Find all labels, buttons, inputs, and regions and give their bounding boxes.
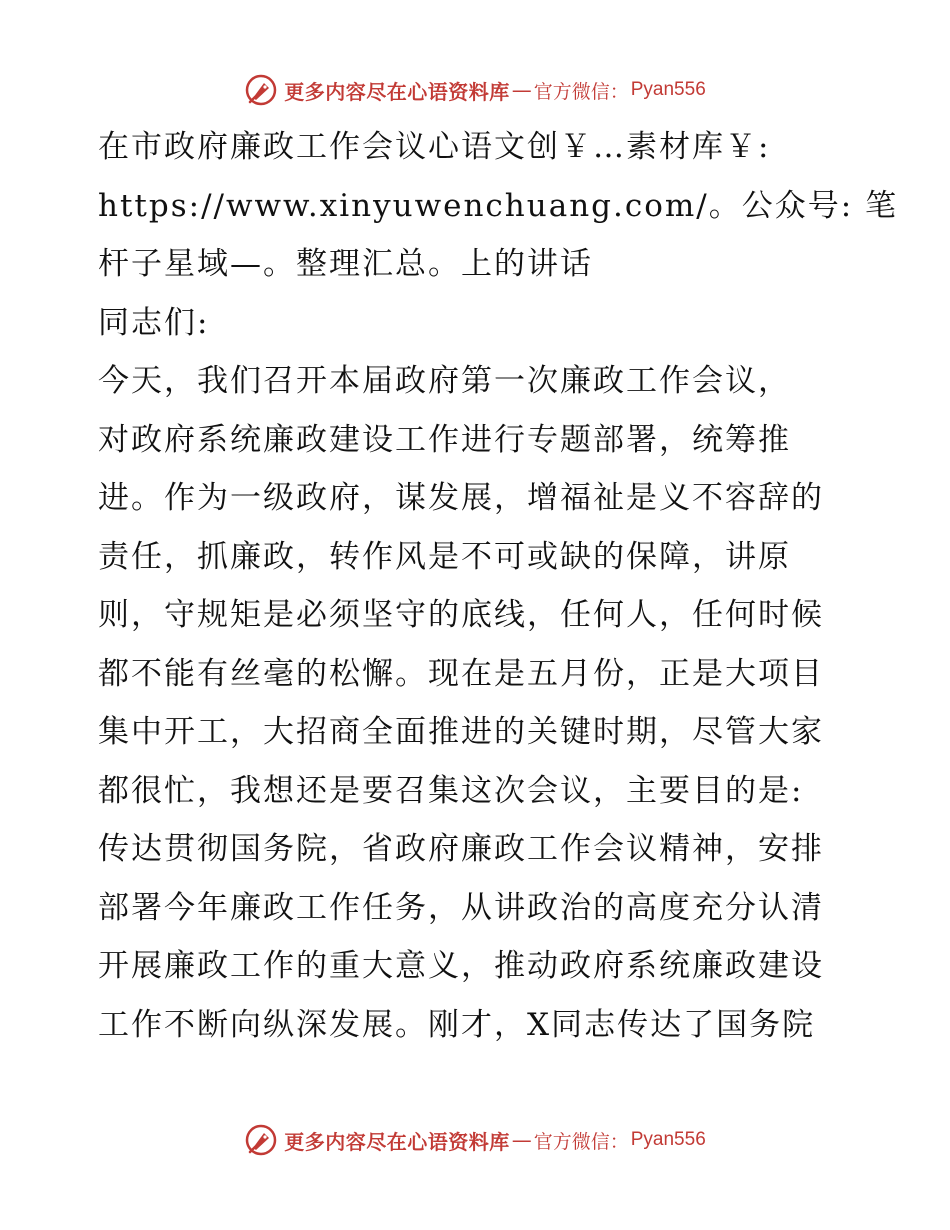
body-line: 部署今年廉政工作任务，从讲政治的高度充分认清 — [98, 889, 824, 926]
banner-main-text: 更多内容尽在心语资料库 — [284, 1129, 510, 1154]
banner-wechat-id: Pyan556 — [630, 79, 706, 100]
body-line: 对政府系统廉政建设工作进行专题部署，统筹推 — [98, 421, 791, 458]
body-line: 开展廉政工作的重大意义，推动政府系统廉政建设 — [98, 948, 824, 984]
pen-nib-logo-icon — [244, 1123, 278, 1157]
body-line: 则，守规矩是必须坚守的底线，任何人，任何时候 — [98, 597, 824, 633]
body-paragraph — [98, 352, 858, 1054]
body-line: 都很忙，我想还是要召集这次会议，主要目的是: — [98, 772, 804, 809]
salutation: 同志们: — [98, 304, 210, 341]
body-line: 进。作为一级政府，谋发展，增福祉是义不容辞的 — [98, 480, 824, 516]
banner-official-text: 官方微信： — [533, 80, 629, 103]
pen-nib-logo-icon — [244, 73, 278, 107]
title-line: 在市政府廉政工作会议心语文创￥…素材库￥: — [98, 129, 771, 165]
title-line: https://www.xinyuwenchuang.com/。公众号: 笔 — [98, 187, 899, 224]
document-body — [98, 118, 899, 1054]
body-line: 传达贯彻国务院，省政府廉政工作会议精神，安排 — [98, 831, 824, 867]
body-line: 工作不断向纵深发展。刚才，X同志传达了国务院 — [98, 1006, 816, 1043]
header-banner — [0, 70, 950, 110]
footer-banner — [0, 1120, 950, 1160]
banner-dash: — — [511, 78, 532, 102]
body-line: 责任，抓廉政，转作风是不可或缺的保障，讲原 — [98, 538, 791, 575]
body-line: 集中开工，大招商全面推进的关键时期，尽管大家 — [98, 714, 824, 750]
document-title — [98, 118, 899, 294]
banner-official-text: 官方微信： — [533, 1130, 629, 1153]
banner-main-text: 更多内容尽在心语资料库 — [284, 79, 510, 104]
body-line: 今天，我们召开本届政府第一次廉政工作会议， — [98, 363, 791, 399]
body-line: 都不能有丝毫的松懈。现在是五月份，正是大项目 — [98, 655, 824, 692]
title-line: 杆子星域—。整理汇总。上的讲话 — [98, 246, 593, 282]
banner-wechat-id: Pyan556 — [630, 1129, 706, 1150]
banner-dash: — — [511, 1128, 532, 1152]
